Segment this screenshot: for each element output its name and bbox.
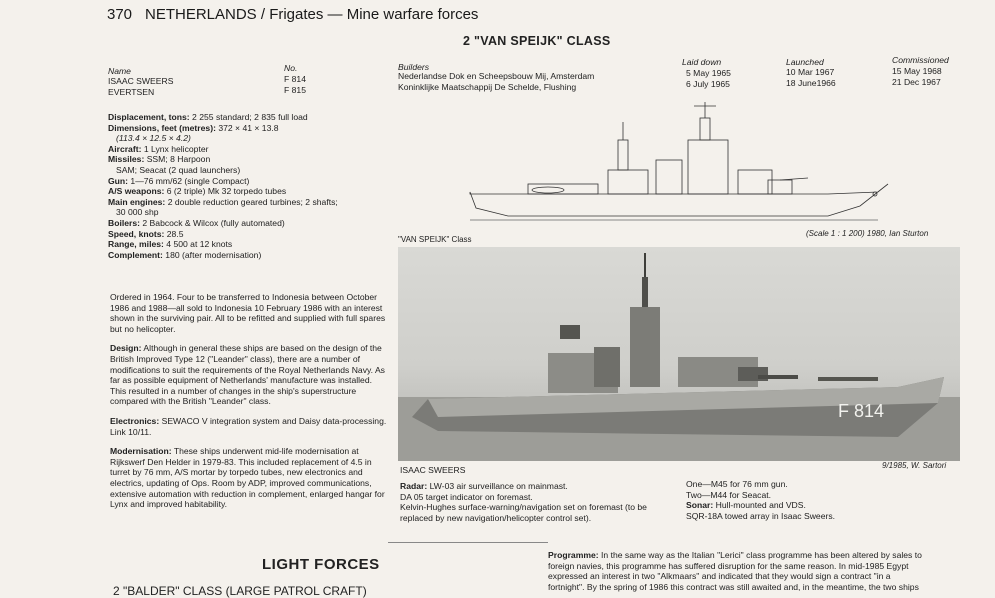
spec-line: 30 000 shp	[116, 207, 159, 218]
ship-launched-1: 10 Mar 1967	[786, 67, 835, 77]
ship-name-1: ISAAC SWEERS	[108, 76, 174, 86]
ship-builder-1: Nederlandse Dok en Scheepsbouw Mij, Amsterdam	[398, 71, 595, 81]
ship-commissioned-2: 21 Dec 1967	[892, 77, 941, 87]
spec-line: Missiles: SSM; 8 Harpoon	[108, 154, 211, 165]
sonar-line: One—M45 for 76 mm gun.	[686, 479, 788, 489]
ship-no-1: F 814	[284, 74, 306, 84]
programme-paragraph	[548, 550, 994, 592]
ship-photo-graphic	[398, 247, 960, 461]
specifications-list	[108, 112, 398, 260]
programme-line: foreign navies, this programme has suffered disruption for the same reason. In mid-1985 Egypt	[548, 560, 909, 571]
ship-laid-down-2: 6 July 1965	[686, 79, 730, 89]
radar-line: Kelvin-Hughes surface-warning/navigation set on foremast (to be	[400, 502, 647, 513]
paragraph-electronics: Electronics: SEWACO V integration system and Daisy data-processing. Link 10/11.	[110, 415, 387, 437]
spec-line: (113.4 × 12.5 × 4.2)	[116, 133, 191, 144]
col-header-commissioned: Commissioned	[892, 55, 949, 65]
sonar-line: Sonar: Hull-mounted and VDS.	[686, 500, 806, 511]
class-title: 2 "VAN SPEIJK" CLASS	[463, 34, 611, 48]
pennant-number: F 814	[838, 401, 885, 421]
programme-line: expressed an interest in two "Alkmaars" and indicated that they would sign a contract "in a	[548, 571, 891, 582]
spec-line: Boilers: 2 Babcock & Wilcox (fully automated)	[108, 217, 285, 228]
col-header-laid-down: Laid down	[682, 57, 722, 67]
programme-line: fortnight". By the spring of 1986 this contract was still awaited and, in the meantime, the two ships	[548, 581, 919, 592]
section-title-light-forces: LIGHT FORCES	[262, 556, 380, 573]
ship-laid-down-1: 5 May 1965	[686, 68, 731, 78]
photo-credit: 9/1985, W. Sartori	[882, 461, 947, 470]
section-divider	[388, 542, 548, 543]
paragraph-design: Design: Although in general these ships are based on the design of the British Improved Type 12 ("Leander" class), there are a number of modifications to suit the requirements of the Royal Netherlands Navy. As far as possible equipment of Netherlands' manufacture was installed. This resulted in a number of changes in the ship's superstructure compared with the British "Leander" class.	[110, 343, 385, 407]
spec-line: Aircraft: 1 Lynx helicopter	[108, 143, 209, 154]
ship-name-2: EVERTSEN	[108, 87, 155, 97]
ship-commissioned-1: 15 May 1968	[892, 66, 942, 76]
programme-line: Programme: In the same way as the Italian "Lerici" class programme has been altered by sales to	[548, 550, 922, 560]
drawing-credit: (Scale 1 : 1 200) 1980, Ian Sturton	[806, 229, 929, 238]
col-header-launched: Launched	[786, 57, 824, 67]
ship-profile-drawing	[468, 100, 894, 224]
spec-line: Main engines: 2 double reduction geared turbines; 2 shafts;	[108, 196, 338, 207]
page-number: 370	[107, 6, 133, 23]
sonar-line: SQR-18A towed array in Isaac Sweers.	[686, 510, 836, 521]
radar-line: Radar: LW-03 air surveillance on mainmast.	[400, 481, 568, 491]
spec-line: Range, miles: 4 500 at 12 knots	[108, 239, 233, 250]
col-header-name: Name	[108, 66, 131, 76]
spec-line: Gun: 1—76 mm/62 (single Compact)	[108, 175, 250, 186]
spec-line: Displacement, tons: 2 255 standard; 2 835 full load	[108, 112, 308, 122]
sonar-details	[686, 479, 966, 521]
radar-line: replaced by new navigation/helicopter control set).	[400, 512, 592, 523]
section-subtitle: 2 "BALDER" CLASS (LARGE PATROL CRAFT)	[113, 584, 367, 598]
ship-photo	[398, 247, 960, 461]
ship-launched-2: 18 June1966	[786, 78, 836, 88]
ship-no-2: F 815	[284, 85, 306, 95]
spec-line: A/S weapons: 6 (2 triple) Mk 32 torpedo tubes	[108, 186, 287, 197]
description-paragraphs	[110, 292, 388, 519]
spec-line: SAM; Seacat (2 quad launchers)	[116, 164, 241, 175]
radar-details	[400, 481, 680, 523]
radar-line: DA 05 target indicator on foremast.	[400, 491, 533, 502]
drawing-caption: "VAN SPEIJK" Class	[398, 235, 472, 244]
page-header-title: NETHERLANDS / Frigates — Mine warfare forces	[145, 6, 479, 23]
col-header-no: No.	[284, 63, 298, 73]
paragraph-intro: Ordered in 1964. Four to be transferred to Indonesia between October 1986 and 1988—all sold to Indonesia 10 February 1986 with an interest shown in the surviving pair. All to be refitted and supplied with full spares but no helicopter.	[110, 292, 386, 334]
spec-line: Speed, knots: 28.5	[108, 228, 184, 239]
photo-caption: ISAAC SWEERS	[400, 465, 466, 475]
spec-line: Dimensions, feet (metres): 372 × 41 × 13.8	[108, 122, 279, 133]
ship-builder-2: Koninklijke Maatschappij De Schelde, Flushing	[398, 82, 577, 92]
spec-line: Complement: 180 (after modernisation)	[108, 249, 262, 260]
col-header-builders: Builders	[398, 62, 430, 72]
sonar-line: Two—M44 for Seacat.	[686, 489, 772, 500]
paragraph-modernisation: Modernisation: These ships underwent mid-life modernisation at Rijkswerf Den Helder in 1979-83. This included replacement of 4.5 in turret by 76 mm, A/S mortar by torpedo tubes, new electronics and electrics, updating of Ops. Room by ADP, improved communications, extensive automation with reduction in complement, enlarged hangar for Lynx and improved habitability.	[110, 446, 385, 510]
